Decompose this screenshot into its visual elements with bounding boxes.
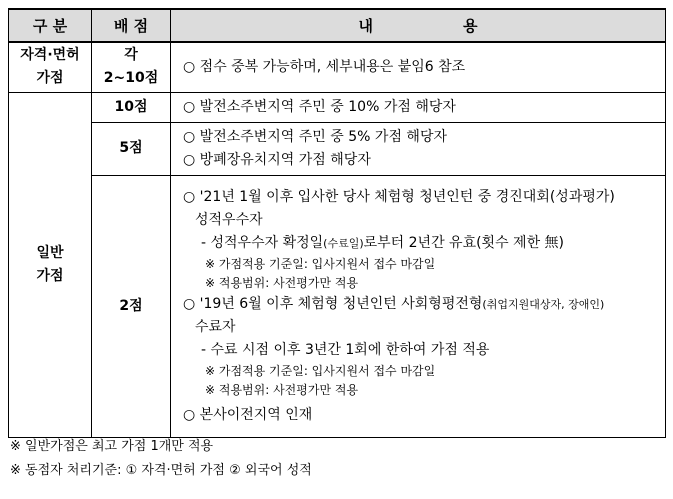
header-points: 배 점 [92, 9, 171, 42]
item1-note-scope: ※ 적용범위: 사전평가만 적용 [205, 275, 359, 290]
content-license: ○ 점수 중복 가능하며, 세부내용은 붙임6 참조 [171, 42, 666, 92]
table-header-row [9, 9, 666, 42]
table-row-license [9, 42, 666, 92]
item2-note-date: ※ 가점적용 기준일: 입사지원서 접수 마감일 [205, 363, 436, 378]
footnote-general: ※ 일반가점은 최고 가점 1개만 적용 [10, 439, 214, 454]
item3-title: ○ 본사이전지역 인재 [183, 406, 313, 423]
item2-title-cont: 수료자 [195, 318, 236, 335]
item1-title-cont: 성적우수자 [195, 211, 263, 228]
content-two [171, 175, 666, 437]
footnotes [10, 435, 312, 483]
header-category: 구 분 [9, 9, 92, 42]
bonus-points-table [8, 8, 666, 438]
footnote-tiebreak: ※ 동점자 처리기준: ① 자격·면허 가점 ② 외국어 성적 [10, 463, 312, 478]
item2-note-scope: ※ 적용범위: 사전평가만 적용 [205, 382, 359, 397]
item1-detail: - 성적우수자 확정일(수료일)로부터 2년간 유효(횟수 제한 無) [201, 234, 565, 251]
points-license: 각 2~10점 [92, 42, 171, 92]
item2-title: ○ '19년 6월 이후 체험형 청년인턴 사회형평전형(취업지원대상자, 장애인) [183, 295, 605, 312]
item2-detail: - 수료 시점 이후 3년간 1회에 한하여 가점 적용 [201, 341, 490, 358]
category-general: 일반 가점 [9, 92, 92, 437]
table-row-two [9, 175, 666, 437]
table-row-ten [9, 92, 666, 122]
item1-title: ○ '21년 1월 이후 입사한 당사 체험형 청년인턴 중 경진대회(성과평가) [183, 188, 615, 205]
content-ten: ○ 발전소주변지역 주민 중 10% 가점 해당자 [171, 92, 666, 122]
item1-note-date: ※ 가점적용 기준일: 입사지원서 접수 마감일 [205, 256, 436, 271]
points-five: 5점 [92, 122, 171, 175]
category-license: 자격·면허 가점 [9, 42, 92, 92]
points-ten: 10점 [92, 92, 171, 122]
table-row-five [9, 122, 666, 175]
points-two: 2점 [92, 175, 171, 437]
header-content: 내 용 [171, 9, 666, 42]
content-five: ○ 발전소주변지역 주민 중 5% 가점 해당자 ○ 방폐장유치지역 가점 해당자 [171, 122, 666, 175]
